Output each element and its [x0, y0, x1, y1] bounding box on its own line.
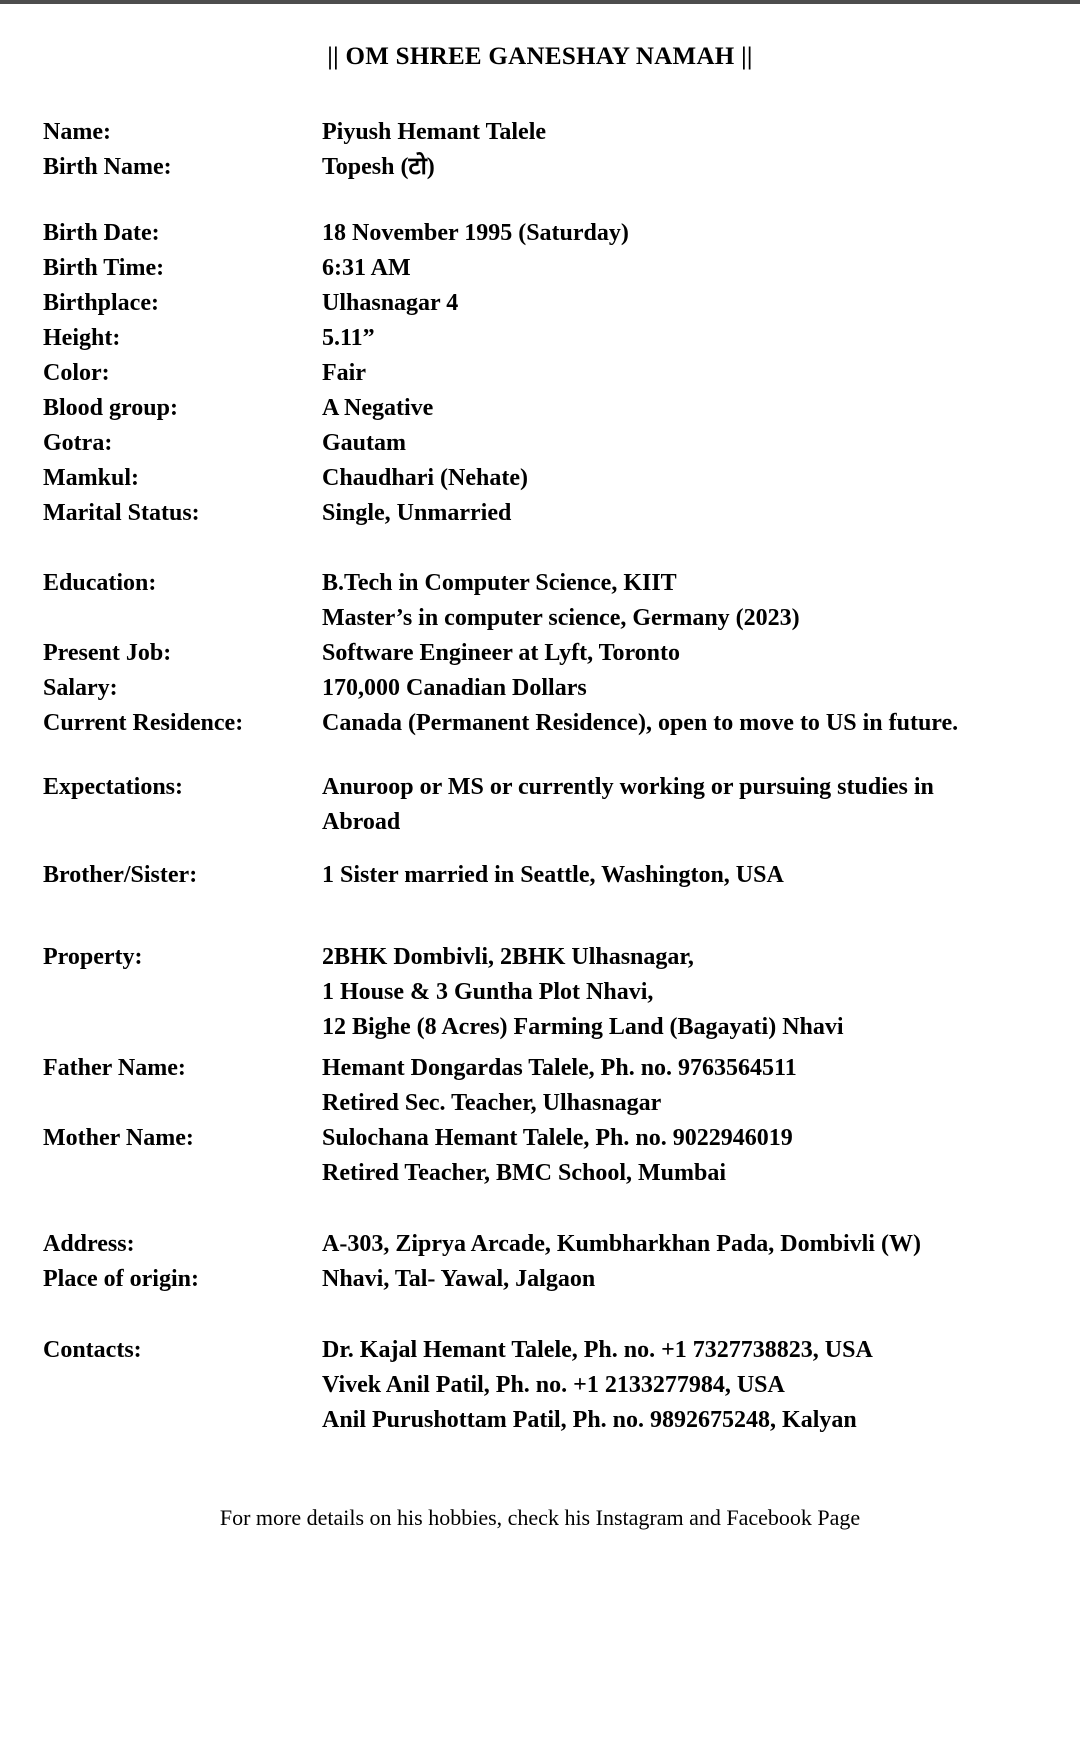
biodata-section [43, 1227, 1045, 1297]
field-value-line: 1 Sister married in Seattle, Washington, USA [322, 862, 784, 888]
field-label: Mamkul: [43, 465, 139, 491]
field-value-line: Topesh (टो) [322, 154, 435, 180]
field-label: Salary: [43, 675, 118, 701]
biodata-row [43, 391, 1045, 426]
field-values [322, 1121, 1045, 1191]
biodata-row [43, 461, 1045, 496]
biodata-row [43, 706, 1045, 741]
field-value-line: Retired Teacher, BMC School, Mumbai [322, 1160, 727, 1186]
biodata-content [0, 115, 1080, 1438]
field-label: Blood group: [43, 395, 178, 421]
biodata-row [43, 671, 1045, 706]
field-label: Name: [43, 119, 111, 145]
field-label: Education: [43, 570, 157, 596]
field-value-line: 18 November 1995 (Saturday) [322, 220, 629, 246]
field-values [322, 940, 1045, 1045]
field-label: Birth Name: [43, 154, 172, 180]
field-label: Address: [43, 1231, 135, 1257]
field-value-line: Software Engineer at Lyft, Toronto [322, 640, 681, 666]
field-values [322, 1262, 1045, 1297]
biodata-row [43, 496, 1045, 531]
field-value-line: Anil Purushottam Patil, Ph. no. 9892675248, Kalyan [322, 1407, 857, 1433]
biodata-section [43, 1051, 1045, 1191]
biodata-row [43, 858, 1045, 893]
biodata-row [43, 286, 1045, 321]
field-value-line: Retired Sec. Teacher, Ulhasnagar [322, 1090, 662, 1116]
field-value-line: Fair [322, 360, 366, 386]
field-label: Place of origin: [43, 1266, 199, 1292]
field-label: Father Name: [43, 1055, 186, 1081]
biodata-section [43, 216, 1045, 531]
biodata-row [43, 636, 1045, 671]
biodata-row [43, 1227, 1045, 1262]
field-value-line: Single, Unmarried [322, 500, 512, 526]
field-value-line: Hemant Dongardas Talele, Ph. no. 9763564511 [322, 1055, 797, 1081]
field-label: Color: [43, 360, 110, 386]
biodata-section [43, 940, 1045, 1045]
field-values [322, 1227, 1045, 1262]
field-value-line: A-303, Ziprya Arcade, Kumbharkhan Pada, Dombivli (W) [322, 1231, 921, 1257]
field-values [322, 671, 1045, 706]
field-label: Expectations: [43, 774, 183, 800]
field-label: Mother Name: [43, 1125, 194, 1151]
biodata-row [43, 1051, 1045, 1121]
biodata-row [43, 356, 1045, 391]
field-label: Present Job: [43, 640, 172, 666]
field-values [322, 566, 1045, 636]
field-values [322, 636, 1045, 671]
field-value-line: Anuroop or MS or currently working or pursuing studies in [322, 774, 934, 800]
field-values [322, 356, 1045, 391]
field-values [322, 1333, 1045, 1438]
biodata-section [43, 566, 1045, 741]
field-value-line: 6:31 AM [322, 255, 411, 281]
biodata-section [43, 770, 1045, 840]
field-label: Birthplace: [43, 290, 159, 316]
biodata-row [43, 566, 1045, 636]
biodata-row [43, 426, 1045, 461]
field-values [322, 115, 1045, 150]
field-value-line: 2BHK Dombivli, 2BHK Ulhasnagar, [322, 944, 694, 970]
field-value-line: Ulhasnagar 4 [322, 290, 459, 316]
top-border [0, 0, 1080, 4]
field-label: Contacts: [43, 1337, 142, 1363]
field-label: Brother/Sister: [43, 862, 198, 888]
biodata-row [43, 115, 1045, 150]
field-value-line: Nhavi, Tal- Yawal, Jalgaon [322, 1266, 596, 1292]
field-values [322, 426, 1045, 461]
field-values [322, 1051, 1045, 1121]
field-value-line: Sulochana Hemant Talele, Ph. no. 9022946019 [322, 1125, 793, 1151]
field-values [322, 858, 1045, 893]
field-value-line: Master’s in computer science, Germany (2023) [322, 605, 800, 631]
field-value-line: 1 House & 3 Guntha Plot Nhavi, [322, 979, 654, 1005]
field-value-line: Dr. Kajal Hemant Talele, Ph. no. +1 7327738823, USA [322, 1337, 873, 1363]
field-label: Gotra: [43, 430, 113, 456]
footer-note: For more details on his hobbies, check his Instagram and Facebook Page [219, 1505, 861, 1530]
field-values [322, 496, 1045, 531]
field-label: Current Residence: [43, 710, 244, 736]
field-value-line: 170,000 Canadian Dollars [322, 675, 587, 701]
biodata-row [43, 770, 1045, 840]
field-values [322, 461, 1045, 496]
biodata-row [43, 216, 1045, 251]
field-values [322, 706, 1045, 741]
biodata-section [43, 858, 1045, 893]
field-value-line: Piyush Hemant Talele [322, 119, 547, 145]
field-value-line: Vivek Anil Patil, Ph. no. +1 2133277984, USA [322, 1372, 785, 1398]
field-values [322, 251, 1045, 286]
field-value-line: B.Tech in Computer Science, KIIT [322, 570, 677, 596]
field-label: Height: [43, 325, 121, 351]
field-label: Property: [43, 944, 143, 970]
biodata-row [43, 321, 1045, 356]
field-label: Birth Time: [43, 255, 165, 281]
field-value-line: Chaudhari (Nehate) [322, 465, 529, 491]
field-values [322, 391, 1045, 426]
field-values [322, 216, 1045, 251]
field-values [322, 770, 1045, 840]
field-values [322, 321, 1045, 356]
biodata-row [43, 1333, 1045, 1438]
field-values [322, 150, 1045, 185]
field-value-line: 12 Bighe (8 Acres) Farming Land (Bagayati) Nhavi [322, 1014, 844, 1040]
biodata-row [43, 150, 1045, 185]
biodata-section [43, 1333, 1045, 1438]
biodata-row [43, 1121, 1045, 1191]
biodata-section [43, 115, 1045, 185]
field-value-line: Gautam [322, 430, 406, 456]
field-value-line: Abroad [322, 809, 401, 835]
biodata-row [43, 251, 1045, 286]
field-label: Birth Date: [43, 220, 160, 246]
biodata-row [43, 940, 1045, 1045]
field-value-line: A Negative [322, 395, 434, 421]
field-value-line: 5.11” [322, 325, 375, 351]
field-values [322, 286, 1045, 321]
field-value-line: Canada (Permanent Residence), open to move to US in future. [322, 710, 959, 736]
field-label: Marital Status: [43, 500, 200, 526]
document-title: || OM SHREE GANESHAY NAMAH || [327, 43, 753, 70]
biodata-row [43, 1262, 1045, 1297]
